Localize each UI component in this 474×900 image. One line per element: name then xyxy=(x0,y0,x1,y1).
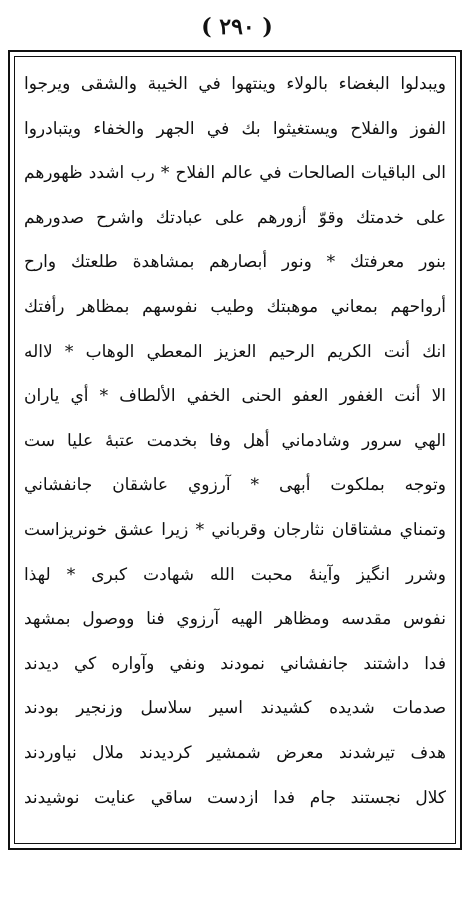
text-line: الى الباقيات الصالحات في عالم الفلاح * رب اشدد ظهورهم xyxy=(24,163,446,184)
page-number: ( ٢٩٠ ) xyxy=(201,14,273,40)
text-line: انك أنت الكريم الرحيم العزيز المعطي الوهاب * لااله xyxy=(24,341,446,362)
text-line: أرواحهم بمعاني موهبتك وطيب نفوسهم بمظاهر رأفتك xyxy=(24,296,446,317)
text-line: فدا داشتند جانفشاني نمودند ونفي وآواره كي ديدند xyxy=(24,653,446,674)
text-line: كلال نجستند جام فدا ازدست ساقي عنايت نوشيدند xyxy=(24,787,446,808)
text-line: على خدمتك وقوّ أزورهم على عبادتك واشرح صدورهم xyxy=(24,207,446,228)
text-line: نفوس مقدسه ومظاهر الهيه آرزوي فنا ووصول بمشهد xyxy=(24,609,446,630)
page-frame xyxy=(8,50,462,850)
text-line: هدف تيرشدند معرض شمشير كرديدند ملال نياوردند xyxy=(24,742,446,763)
text-line: وشرر انگيز وآينهٔ محبت الله شهادت كبرى * لهذا xyxy=(24,564,446,585)
text-line: وتمناي مشتاقان نثارجان وقرباني * زيرا عشق خونريزاست xyxy=(24,519,446,540)
text-line: وتوجه بملكوت أبهى * آرزوي عاشقان جانفشاني xyxy=(24,475,446,496)
text-line: ويبدلوا البغضاء بالولاء وينتهوا في الخيبة والشقى ويرجوا xyxy=(24,74,446,94)
text-line: الا أنت الغفور العفو الحنى الخفي الألطاف * أي ياران xyxy=(24,386,446,407)
text-line: الفوز والفلاح ويستغيثوا بك في الجهر والخفاء ويتبادروا xyxy=(24,118,446,139)
text-line: صدمات شديده كشيدند اسير سلاسل وزنجير بودند xyxy=(24,698,446,719)
body-text xyxy=(24,62,446,820)
text-line: الهي سرور وشادماني أهل وفا بخدمت عتبهٔ عليا ست xyxy=(24,430,446,451)
text-line: بنور معرفتك * ونور أبصارهم بمشاهدة طلعتك وارح xyxy=(24,252,446,273)
